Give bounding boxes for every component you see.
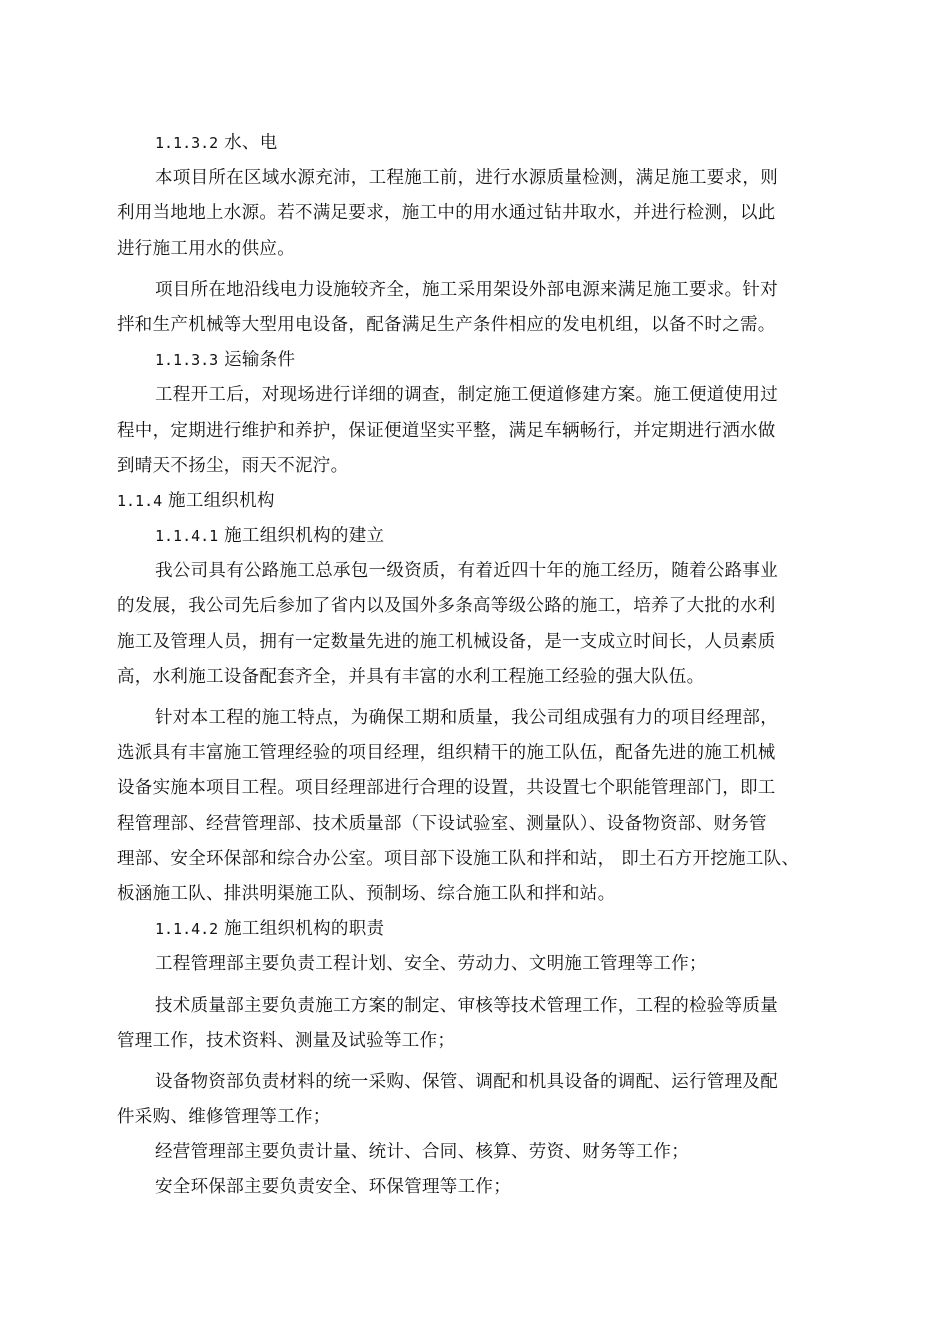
text-line: 到晴天不扬尘，雨天不泥泞。	[117, 455, 349, 476]
text-line: 技术质量部主要负责施工方案的制定、审核等技术管理工作，工程的检验等质量	[155, 995, 778, 1016]
paragraph-duty-engineering	[117, 947, 837, 982]
text-line: 高，水利施工设备配套齐全，并具有丰富的水利工程施工经验的强大队伍。	[117, 666, 705, 687]
text-line: 针对本工程的施工特点，为确保工期和质量，我公司组成强有力的项目经理部，	[155, 708, 778, 728]
text-line: 安全环保部主要负责安全、环保管理等工作；	[155, 1177, 511, 1198]
heading-1-1-4-2	[117, 912, 837, 947]
text-line: 管理工作，技术资料、测量及试验等工作；	[117, 1030, 456, 1051]
heading-title: 施工组织机构的建立	[224, 526, 385, 547]
text-line: 板涵施工队、排洪明渠施工队、预制场、综合施工队和拌和站。	[117, 883, 616, 904]
heading-number: 1.1.4	[117, 491, 163, 510]
paragraph-duty-equipment	[117, 1065, 837, 1135]
text-line: 本项目所在区域水源充沛，工程施工前，进行水源质量检测，满足施工要求，则	[155, 168, 778, 189]
text-line: 工程管理部主要负责工程计划、安全、劳动力、文明施工管理等工作；	[155, 954, 707, 975]
text-line: 设备物资部负责材料的统一采购、保管、调配和机具设备的调配、运行管理及配	[155, 1071, 778, 1092]
heading-number: 1.1.3.2	[155, 134, 219, 152]
heading-title: 施工组织机构	[168, 490, 275, 511]
text-line: 设备实施本项目工程。项目经理部进行合理的设置，共设置七个职能管理部门，即工	[117, 778, 776, 799]
text-line: 的发展，我公司先后参加了省内以及国外多条高等级公路的施工，培养了大批的水利	[117, 596, 776, 617]
text-line: 利用当地地上水源。若不满足要求，施工中的用水通过钻井取水，并进行检测，以此	[117, 203, 776, 224]
heading-number: 1.1.4.1	[155, 527, 219, 546]
text-line: 理部、安全环保部和综合办公室。项目部下设施工队和拌和站， 即土石方开挖施工队、	[117, 848, 800, 869]
text-line: 件采购、维修管理等工作；	[117, 1107, 331, 1128]
text-line: 拌和生产机械等大型用电设备，配备满足生产条件相应的发电机组，以备不时之需。	[117, 314, 776, 335]
heading-1-1-3-3	[117, 343, 837, 378]
text-line: 程中，定期进行维护和养护，保证便道坚实平整，满足车辆畅行，并定期进行洒水做	[117, 420, 776, 441]
heading-title: 水、电	[224, 133, 278, 153]
text-line: 选派具有丰富施工管理经验的项目经理，组织精干的施工队伍，配备先进的施工机械	[117, 743, 776, 764]
text-line: 进行施工用水的供应。	[117, 238, 295, 259]
paragraph-power-supply	[117, 273, 837, 343]
text-line: 工程开工后，对现场进行详细的调查，制定施工便道修建方案。施工便道使用过	[155, 385, 778, 406]
text-line: 项目所在地沿线电力设施较齐全，施工采用架设外部电源来满足施工要求。针对	[155, 279, 778, 300]
heading-number: 1.1.3.3	[155, 351, 219, 370]
document-page	[117, 126, 837, 1206]
paragraph-water-supply	[117, 161, 837, 267]
heading-1-1-4	[117, 484, 837, 519]
paragraph-company-profile	[117, 554, 837, 695]
paragraph-duty-safety	[117, 1170, 837, 1205]
heading-1-1-4-1	[117, 519, 837, 554]
text-line: 施工及管理人员，拥有一定数量先进的施工机械设备，是一支成立时间长，人员素质	[117, 631, 776, 652]
heading-1-1-3-2	[117, 126, 837, 161]
heading-number: 1.1.4.2	[155, 920, 219, 939]
paragraph-transport	[117, 378, 837, 484]
paragraph-duty-business	[117, 1135, 837, 1170]
paragraph-organization	[117, 701, 837, 912]
heading-title: 施工组织机构的职责	[224, 919, 385, 940]
text-line: 程管理部、经营管理部、技术质量部（下设试验室、测量队）、设备物资部、财务管	[117, 813, 767, 834]
text-line: 经营管理部主要负责计量、统计、合同、核算、劳资、财务等工作；	[155, 1142, 689, 1163]
paragraph-duty-technical	[117, 989, 837, 1059]
text-line: 我公司具有公路施工总承包一级资质，有着近四十年的施工经历，随着公路事业	[155, 561, 778, 582]
heading-title: 运输条件	[224, 350, 296, 371]
